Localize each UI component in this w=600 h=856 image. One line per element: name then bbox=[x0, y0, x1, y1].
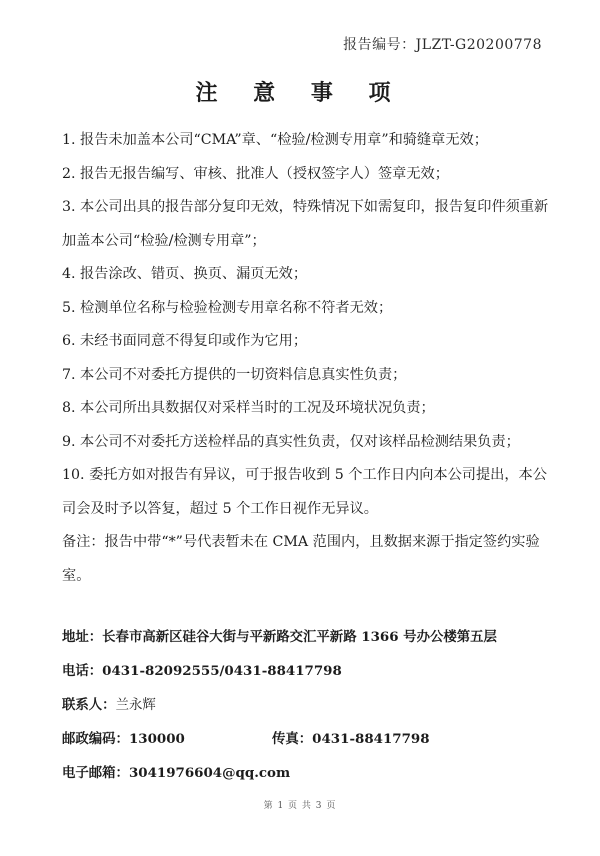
email-label: 电子邮箱： bbox=[62, 765, 129, 781]
address-label: 地址： bbox=[62, 629, 103, 645]
page-title: 注 意 事 项 bbox=[195, 80, 405, 106]
contact-person-value: 兰永辉 bbox=[115, 698, 156, 713]
notice-item-8: 8. 本公司所出具数据仅对采样当时的工况及环境状况负责； bbox=[62, 400, 435, 416]
notice-item-9: 9. 本公司不对委托方送检样品的真实性负责，仅对该样品检测结果负责； bbox=[62, 433, 520, 450]
notice-item-3: 3. 本公司出具的报告部分复印无效，特殊情况下如需复印，报告复印件须重新加盖本公司“检验/检测专用章”； bbox=[62, 199, 549, 249]
fax-group bbox=[272, 722, 430, 757]
address-value: 长春市高新区硅谷大街与平新路交汇平新路 1366 号办公楼第五层 bbox=[102, 629, 497, 645]
phone-row bbox=[62, 654, 497, 688]
contact-person-label: 联系人： bbox=[62, 697, 116, 713]
email-row bbox=[62, 756, 497, 790]
notice-item-1: 1. 报告未加盖本公司“CMA”章、“检验/检测专用章”和骑缝章无效； bbox=[62, 132, 488, 148]
remark-note: 备注：报告中带“*”号代表暂未在 CMA 范围内，且数据来源于指定签约实验室。 bbox=[62, 534, 540, 584]
contact-person-row bbox=[62, 688, 497, 722]
notice-item-6: 6. 未经书面同意不得复印或作为它用； bbox=[62, 333, 308, 349]
address-row bbox=[62, 620, 497, 654]
postcode-label: 邮政编码： bbox=[62, 731, 129, 747]
notice-item-4: 4. 报告涂改、错页、换页、漏页无效； bbox=[62, 266, 308, 282]
contact-info bbox=[62, 620, 497, 790]
phone-value: 0431-82092555/0431-88417798 bbox=[102, 663, 342, 679]
report-number: 报告编号：JLZT-G20200778 bbox=[343, 37, 542, 53]
postcode-value: 130000 bbox=[128, 731, 185, 747]
notice-item-7: 7. 本公司不对委托方提供的一切资料信息真实性负责； bbox=[62, 366, 407, 383]
email-value: 3041976604@qq.com bbox=[128, 765, 291, 781]
phone-label: 电话： bbox=[62, 663, 103, 679]
notice-list bbox=[62, 124, 560, 593]
postcode-fax-row bbox=[62, 722, 497, 756]
notice-item-10: 10. 委托方如对报告有异议，可于报告收到 5 个工作日内向本公司提出，本公司会及时予以答复，超过 5 个工作日视作无异议。 bbox=[62, 467, 547, 517]
fax-label: 传真： bbox=[272, 731, 313, 747]
notice-item-2: 2. 报告无报告编写、审核、批准人（授权签字人）签章无效； bbox=[62, 165, 449, 182]
fax-value: 0431-88417798 bbox=[312, 731, 430, 747]
page-footer: 第 1 页 共 3 页 bbox=[263, 801, 337, 811]
notice-item-5: 5. 检测单位名称与检验检测专用章名称不符者无效； bbox=[62, 299, 393, 316]
